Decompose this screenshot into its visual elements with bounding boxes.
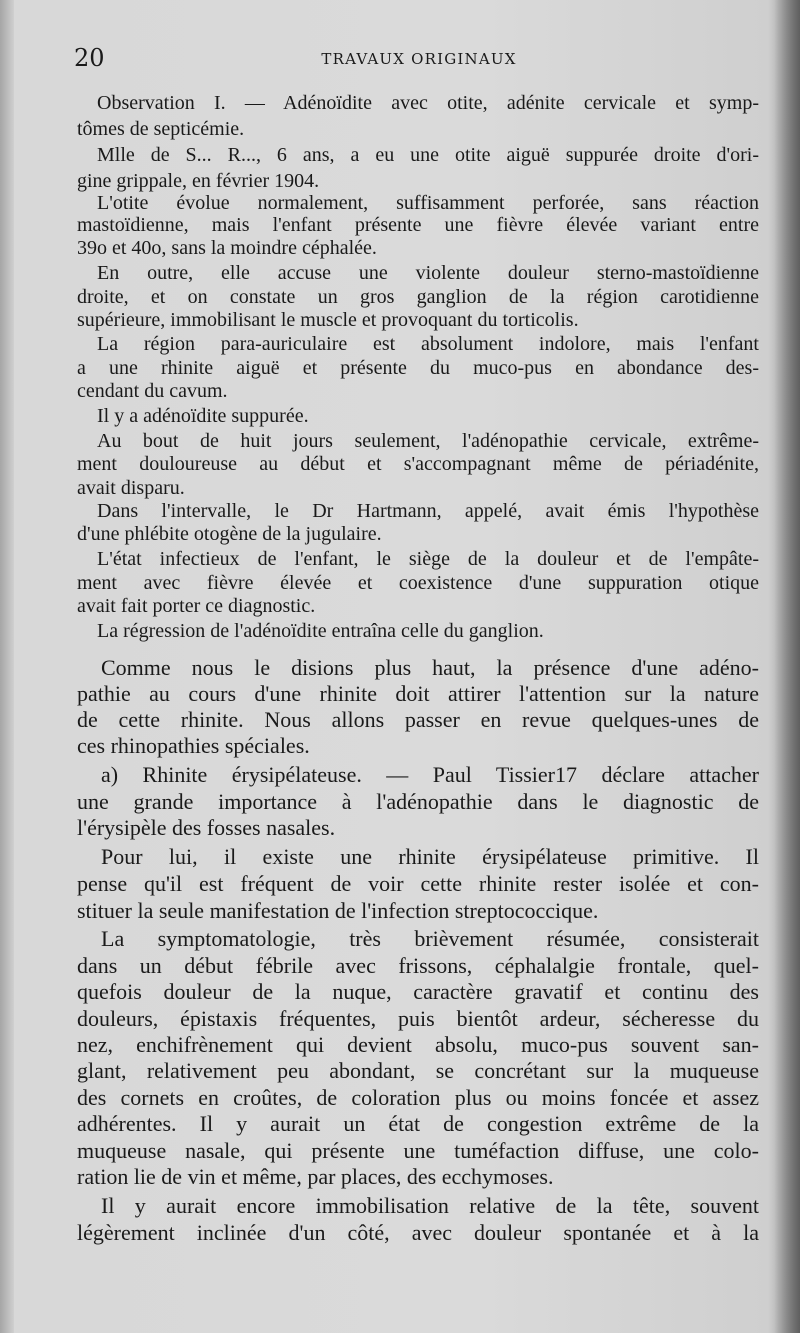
observation-line: L'otite évolue normalement, suffisamment perforée, sans réaction: [97, 192, 759, 214]
body-line: muqueuse nasale, qui présente une tuméfaction diffuse, une colo-: [77, 1138, 759, 1163]
observation-line: Observation I. — Adénoïdite avec otite, adénite cervicale et symp-: [97, 92, 759, 114]
observation-line: 39o et 40o, sans la moindre céphalée.: [77, 237, 377, 259]
body-line: Comme nous le disions plus haut, la présence d'une adéno-: [101, 655, 759, 680]
observation-line: Dans l'intervalle, le Dr Hartmann, appelé, avait émis l'hypothèse: [97, 500, 759, 522]
body-line: une grande importance à l'adénopathie dans le diagnostic de: [77, 789, 759, 814]
body-line: légèrement inclinée d'un côté, avec douleur spontanée et à la: [77, 1220, 759, 1245]
body-line: l'érysipèle des fosses nasales.: [77, 815, 336, 840]
observation-line: a une rhinite aiguë et présente du muco-pus en abondance des-: [77, 357, 759, 379]
body-line: glant, relativement peu abondant, se concrétant sur la muqueuse: [77, 1058, 759, 1083]
body-line: pense qu'il est fréquent de voir cette rhinite rester isolée et con-: [77, 871, 759, 896]
body-line: ration lie de vin et même, par places, des ecchymoses.: [77, 1164, 554, 1189]
observation-line: Au bout de huit jours seulement, l'adénopathie cervicale, extrême-: [97, 430, 759, 452]
observation-line: La régression de l'adénoïdite entraîna celle du ganglion.: [97, 620, 544, 642]
body-line: douleurs, épistaxis fréquentes, puis bientôt ardeur, sécheresse du: [77, 1006, 759, 1031]
body-line: adhérentes. Il y aurait un état de congestion extrême de la: [77, 1111, 759, 1136]
observation-line: Mlle de S... R..., 6 ans, a eu une otite aiguë suppurée droite d'ori-: [97, 144, 759, 166]
page-header: [74, 44, 764, 74]
body-line: Pour lui, il existe une rhinite érysipélateuse primitive. Il: [101, 844, 759, 869]
body-line: Il y aurait encore immobilisation relative de la tête, souvent: [101, 1193, 759, 1218]
observation-line: mastoïdienne, mais l'enfant présente une fièvre élevée variant entre: [77, 214, 759, 236]
body-line: ces rhinopathies spéciales.: [77, 733, 310, 758]
body-line: de cette rhinite. Nous allons passer en revue quelques-unes de: [77, 707, 759, 732]
body-line: dans un début fébrile avec frissons, céphalalgie frontale, quel-: [77, 953, 759, 978]
observation-line: avait disparu.: [77, 477, 185, 499]
body-line: a) Rhinite érysipélateuse. — Paul Tissier17 déclare attacher: [101, 762, 759, 787]
body-line: stituer la seule manifestation de l'infection streptococcique.: [77, 898, 599, 923]
observation-line: ment avec fièvre élevée et coexistence d'une suppuration otique: [77, 572, 759, 594]
page-number: 20: [74, 44, 105, 72]
observation-line: tômes de septicémie.: [77, 118, 245, 140]
observation-line: ment douloureuse au début et s'accompagnant même de périadénite,: [77, 453, 759, 475]
body-line: nez, enchifrènement qui devient absolu, muco-pus souvent san-: [77, 1032, 759, 1057]
observation-line: droite, et on constate un gros ganglion de la région carotidienne: [77, 286, 759, 308]
body-line: des cornets en croûtes, de coloration plus ou moins foncée et assez: [77, 1085, 759, 1110]
observation-line: Il y a adénoïdite suppurée.: [97, 405, 309, 427]
observation-line: supérieure, immobilisant le muscle et provoquant du torticolis.: [77, 309, 579, 331]
observation-line: La région para-auriculaire est absolument indolore, mais l'enfant: [97, 333, 759, 355]
observation-line: L'état infectieux de l'enfant, le siège de la douleur et de l'empâte-: [97, 548, 759, 570]
observation-line: avait fait porter ce diagnostic.: [77, 595, 316, 617]
running-title: TRAVAUX ORIGINAUX: [321, 50, 517, 68]
observation-line: d'une phlébite otogène de la jugulaire.: [77, 523, 382, 545]
body-line: pathie au cours d'une rhinite doit attirer l'attention sur la nature: [77, 681, 759, 706]
body-line: quefois douleur de la nuque, caractère gravatif et continu des: [77, 979, 759, 1004]
observation-line: gine grippale, en février 1904.: [77, 170, 320, 192]
body-line: La symptomatologie, très brièvement résumée, consisterait: [101, 926, 759, 951]
observation-line: En outre, elle accuse une violente douleur sterno-mastoïdienne: [97, 262, 759, 284]
observation-line: cendant du cavum.: [77, 380, 228, 402]
